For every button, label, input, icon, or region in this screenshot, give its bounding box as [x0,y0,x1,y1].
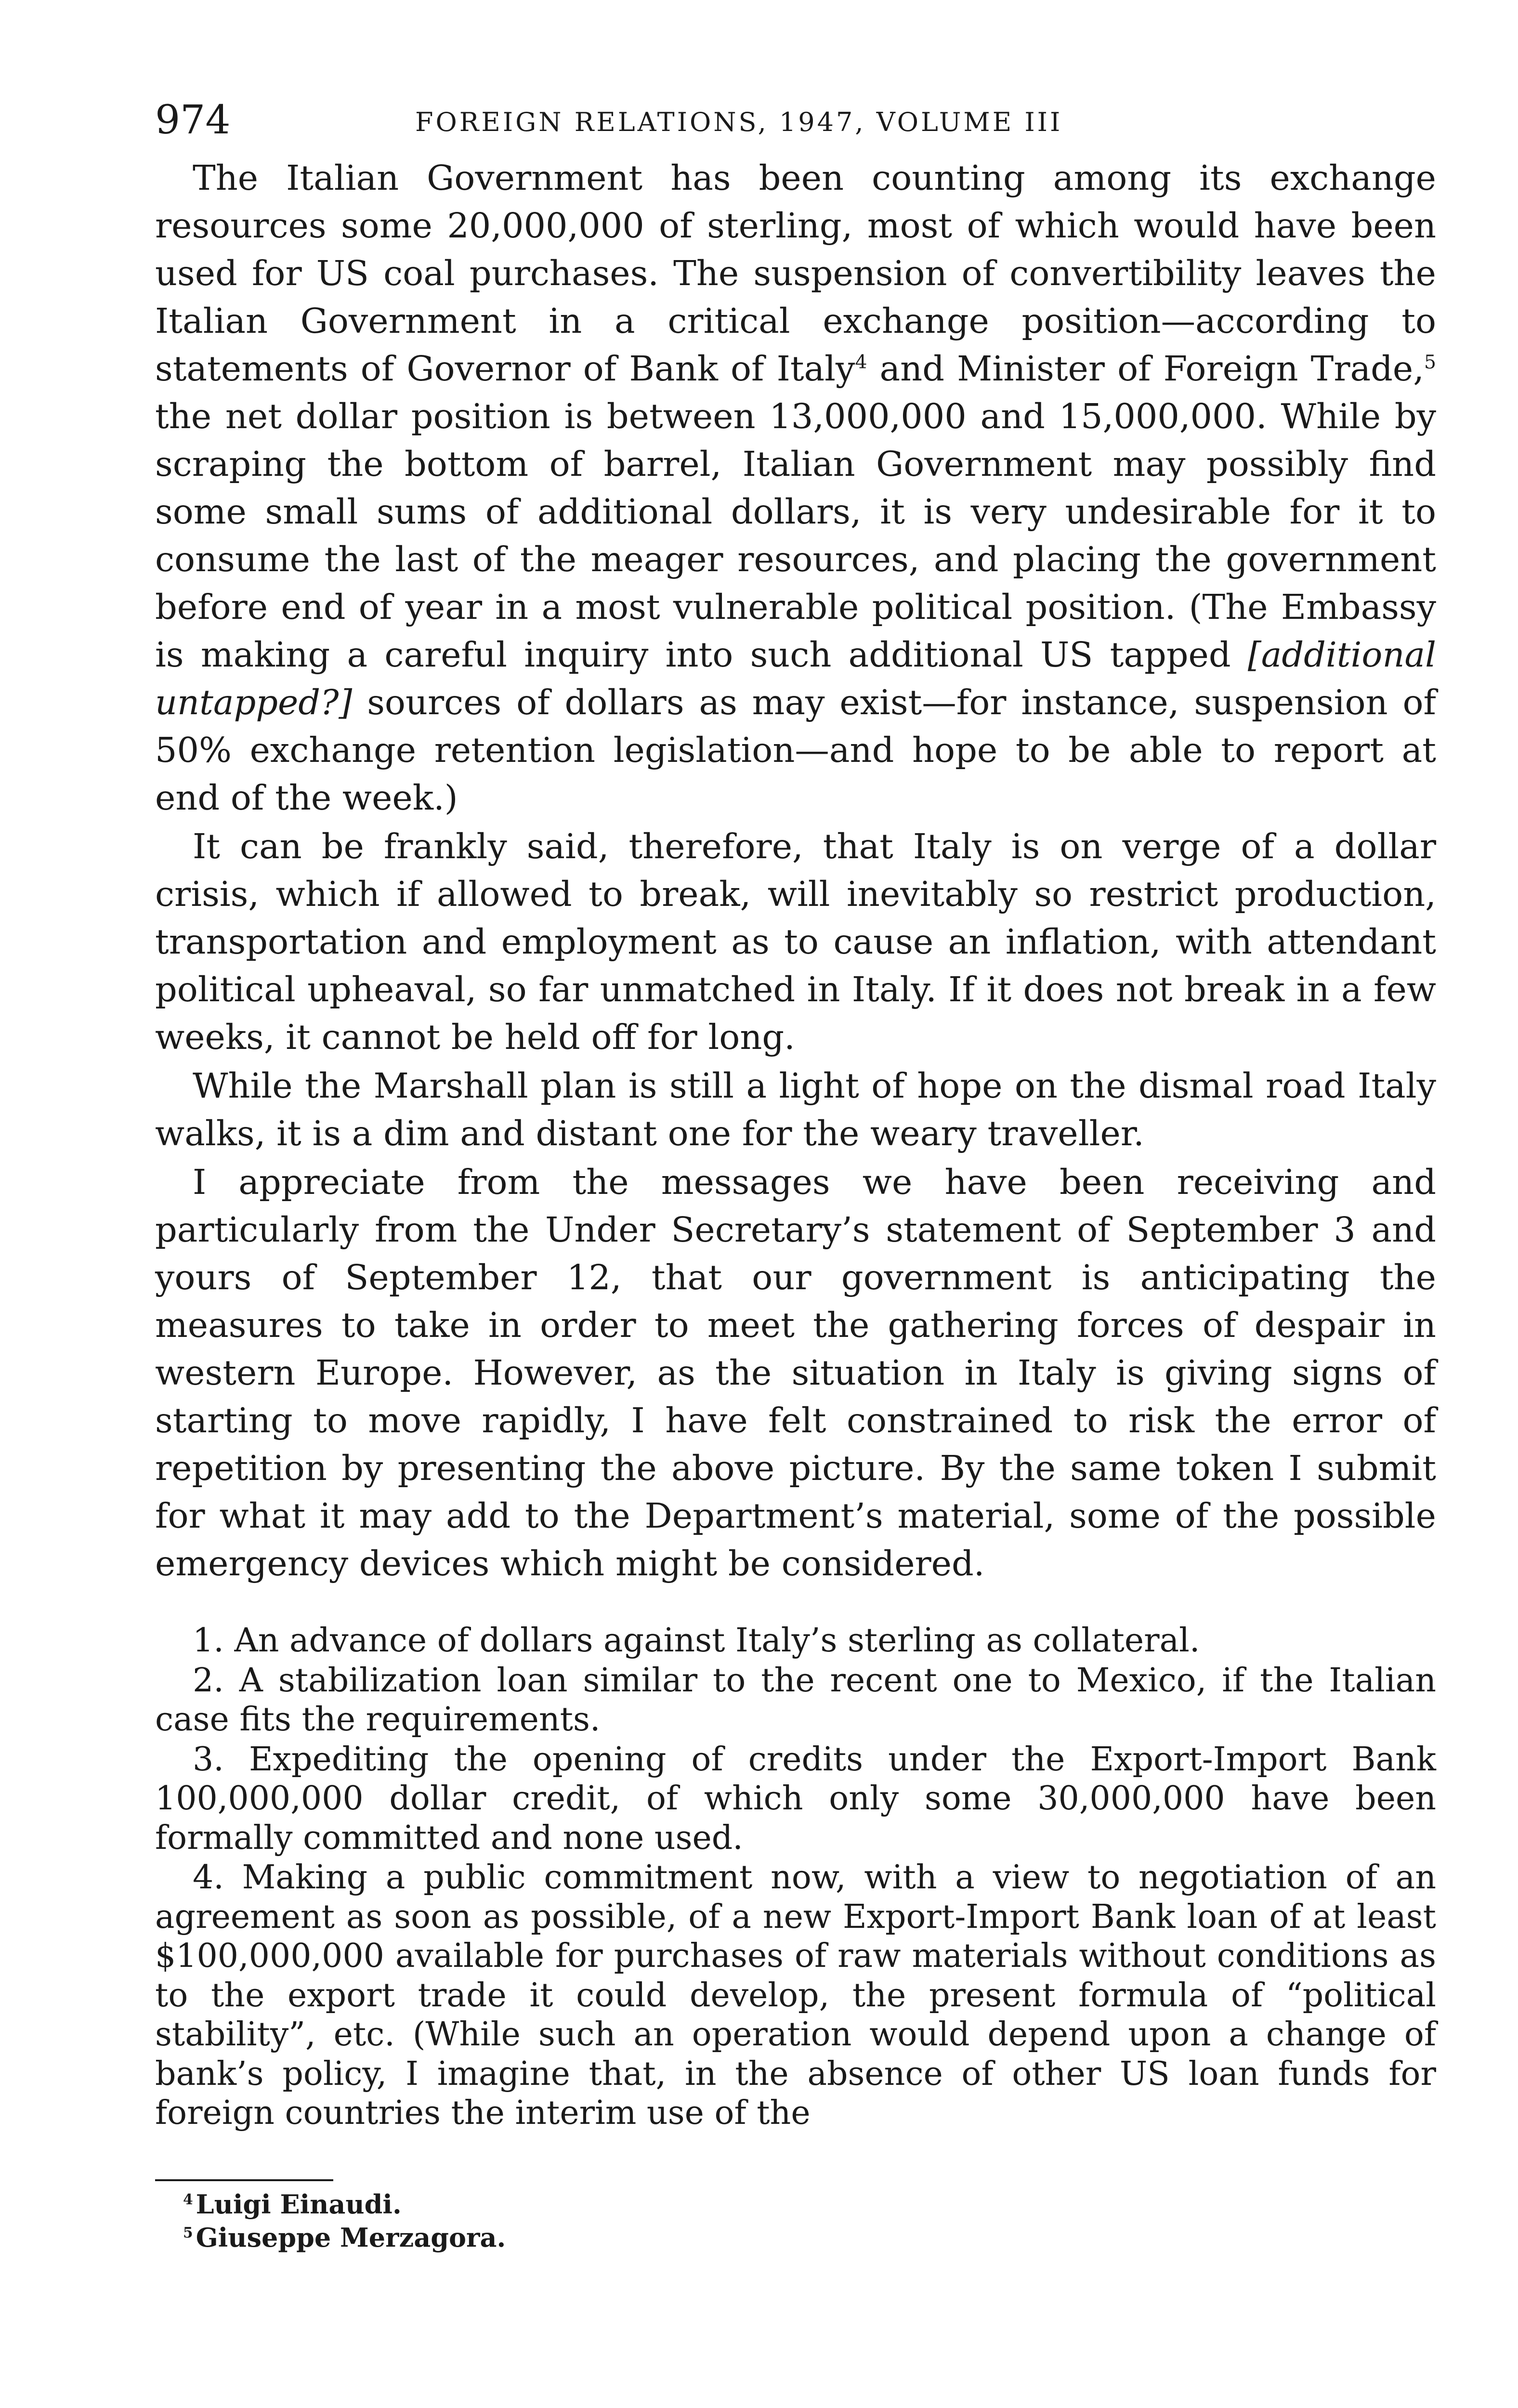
list-item: 4. Making a public commitment now, with a view to negotiation of an agreement as soon as possible, of a new Export-Import Bank loan of at least $100,000,000 available for purchases of raw materials without conditions as to the export trade it could develop, the present formula of “political stability”, etc. (While such an operation would depend upon a change of bank’s policy, I imagine that, in the absence of other US loan funds for foreign countries the interim use of the [155,1858,1436,2132]
footnote-divider [155,2179,333,2181]
footnote: $^4$ Luigi Einaudi. [183,2188,402,2220]
page-number: 974 [155,97,231,143]
footnote-ref: 4 [855,352,867,374]
running-header [155,96,1436,154]
document-page [155,96,1436,2254]
list-item: 3. Expediting the opening of credits under the Export-Import Bank 100,000,000 dollar credit, of which only some 30,000,000 have been formally committed and none used. [155,1740,1436,1857]
list-item: 2. A stabilization loan similar to the recent one to Mexico, if the Italian case fits the requirements. [155,1661,1436,1739]
paragraph: The Italian Government has been counting among its exchange resources some 20,000,000 of sterling, most of which would have been used for US coal purchases. The suspension of convertibility leaves the Italian Government in a critical exchange position—according to statements of Governor of Bank of Italy$^4$ and Minister of Foreign Trade,$^5$ the net dollar position is between 13,000,000 and 15,000,000. While by scraping the bottom of barrel, Italian Government may possibly find some small sums of additional dollars, it is very undesirable for it to consume the last of the meager resources, and placing the government before end of year in a most vulnerable political position. (The Embassy is making a careful inquiry into such additional US tapped [additional untapped?] sources of dollars as may exist—for instance, suspension of 50% exchange retention legislation—and hope to be able to report at end of the week.) [155,158,1436,818]
paragraph: While the Marshall plan is still a light of hope on the dismal road Italy walks, it is a dim and distant one for the weary traveller. [155,1066,1436,1153]
footnote-mark: 4 [183,2191,193,2208]
editorial-insertion: [additional untapped?] [155,635,1436,722]
running-title: FOREIGN RELATIONS, 1947, VOLUME III [415,107,1063,137]
body-text [155,154,1436,1587]
footnote: $^5$ Giuseppe Merzagora. [183,2222,506,2253]
footnote-mark: 5 [183,2224,193,2241]
footnote-ref: 5 [1424,352,1436,374]
list-item: 1. An advance of dollars against Italy’s sterling as collateral. [193,1622,1200,1660]
footnotes [155,2188,1436,2254]
paragraph: It can be frankly said, therefore, that Italy is on verge of a dollar crisis, which if allowed to break, will inevitably so restrict production, transportation and employment as to cause an inflation, with attendant political upheaval, so far unmatched in Italy. If it does not break in a few weeks, it cannot be held off for long. [155,826,1436,1057]
numbered-list [155,1621,1436,2133]
paragraph: I appreciate from the messages we have been receiving and particularly from the Under Secretary’s statement of September 3 and yours of September 12, that our government is anticipating the measures to take in order to meet the gathering forces of despair in western Europe. However, as the situation in Italy is giving signs of starting to move rapidly, I have felt constrained to risk the error of repetition by presenting the above picture. By the same token I submit for what it may add to the Department’s material, some of the possible emergency devices which might be considered. [155,1162,1436,1584]
